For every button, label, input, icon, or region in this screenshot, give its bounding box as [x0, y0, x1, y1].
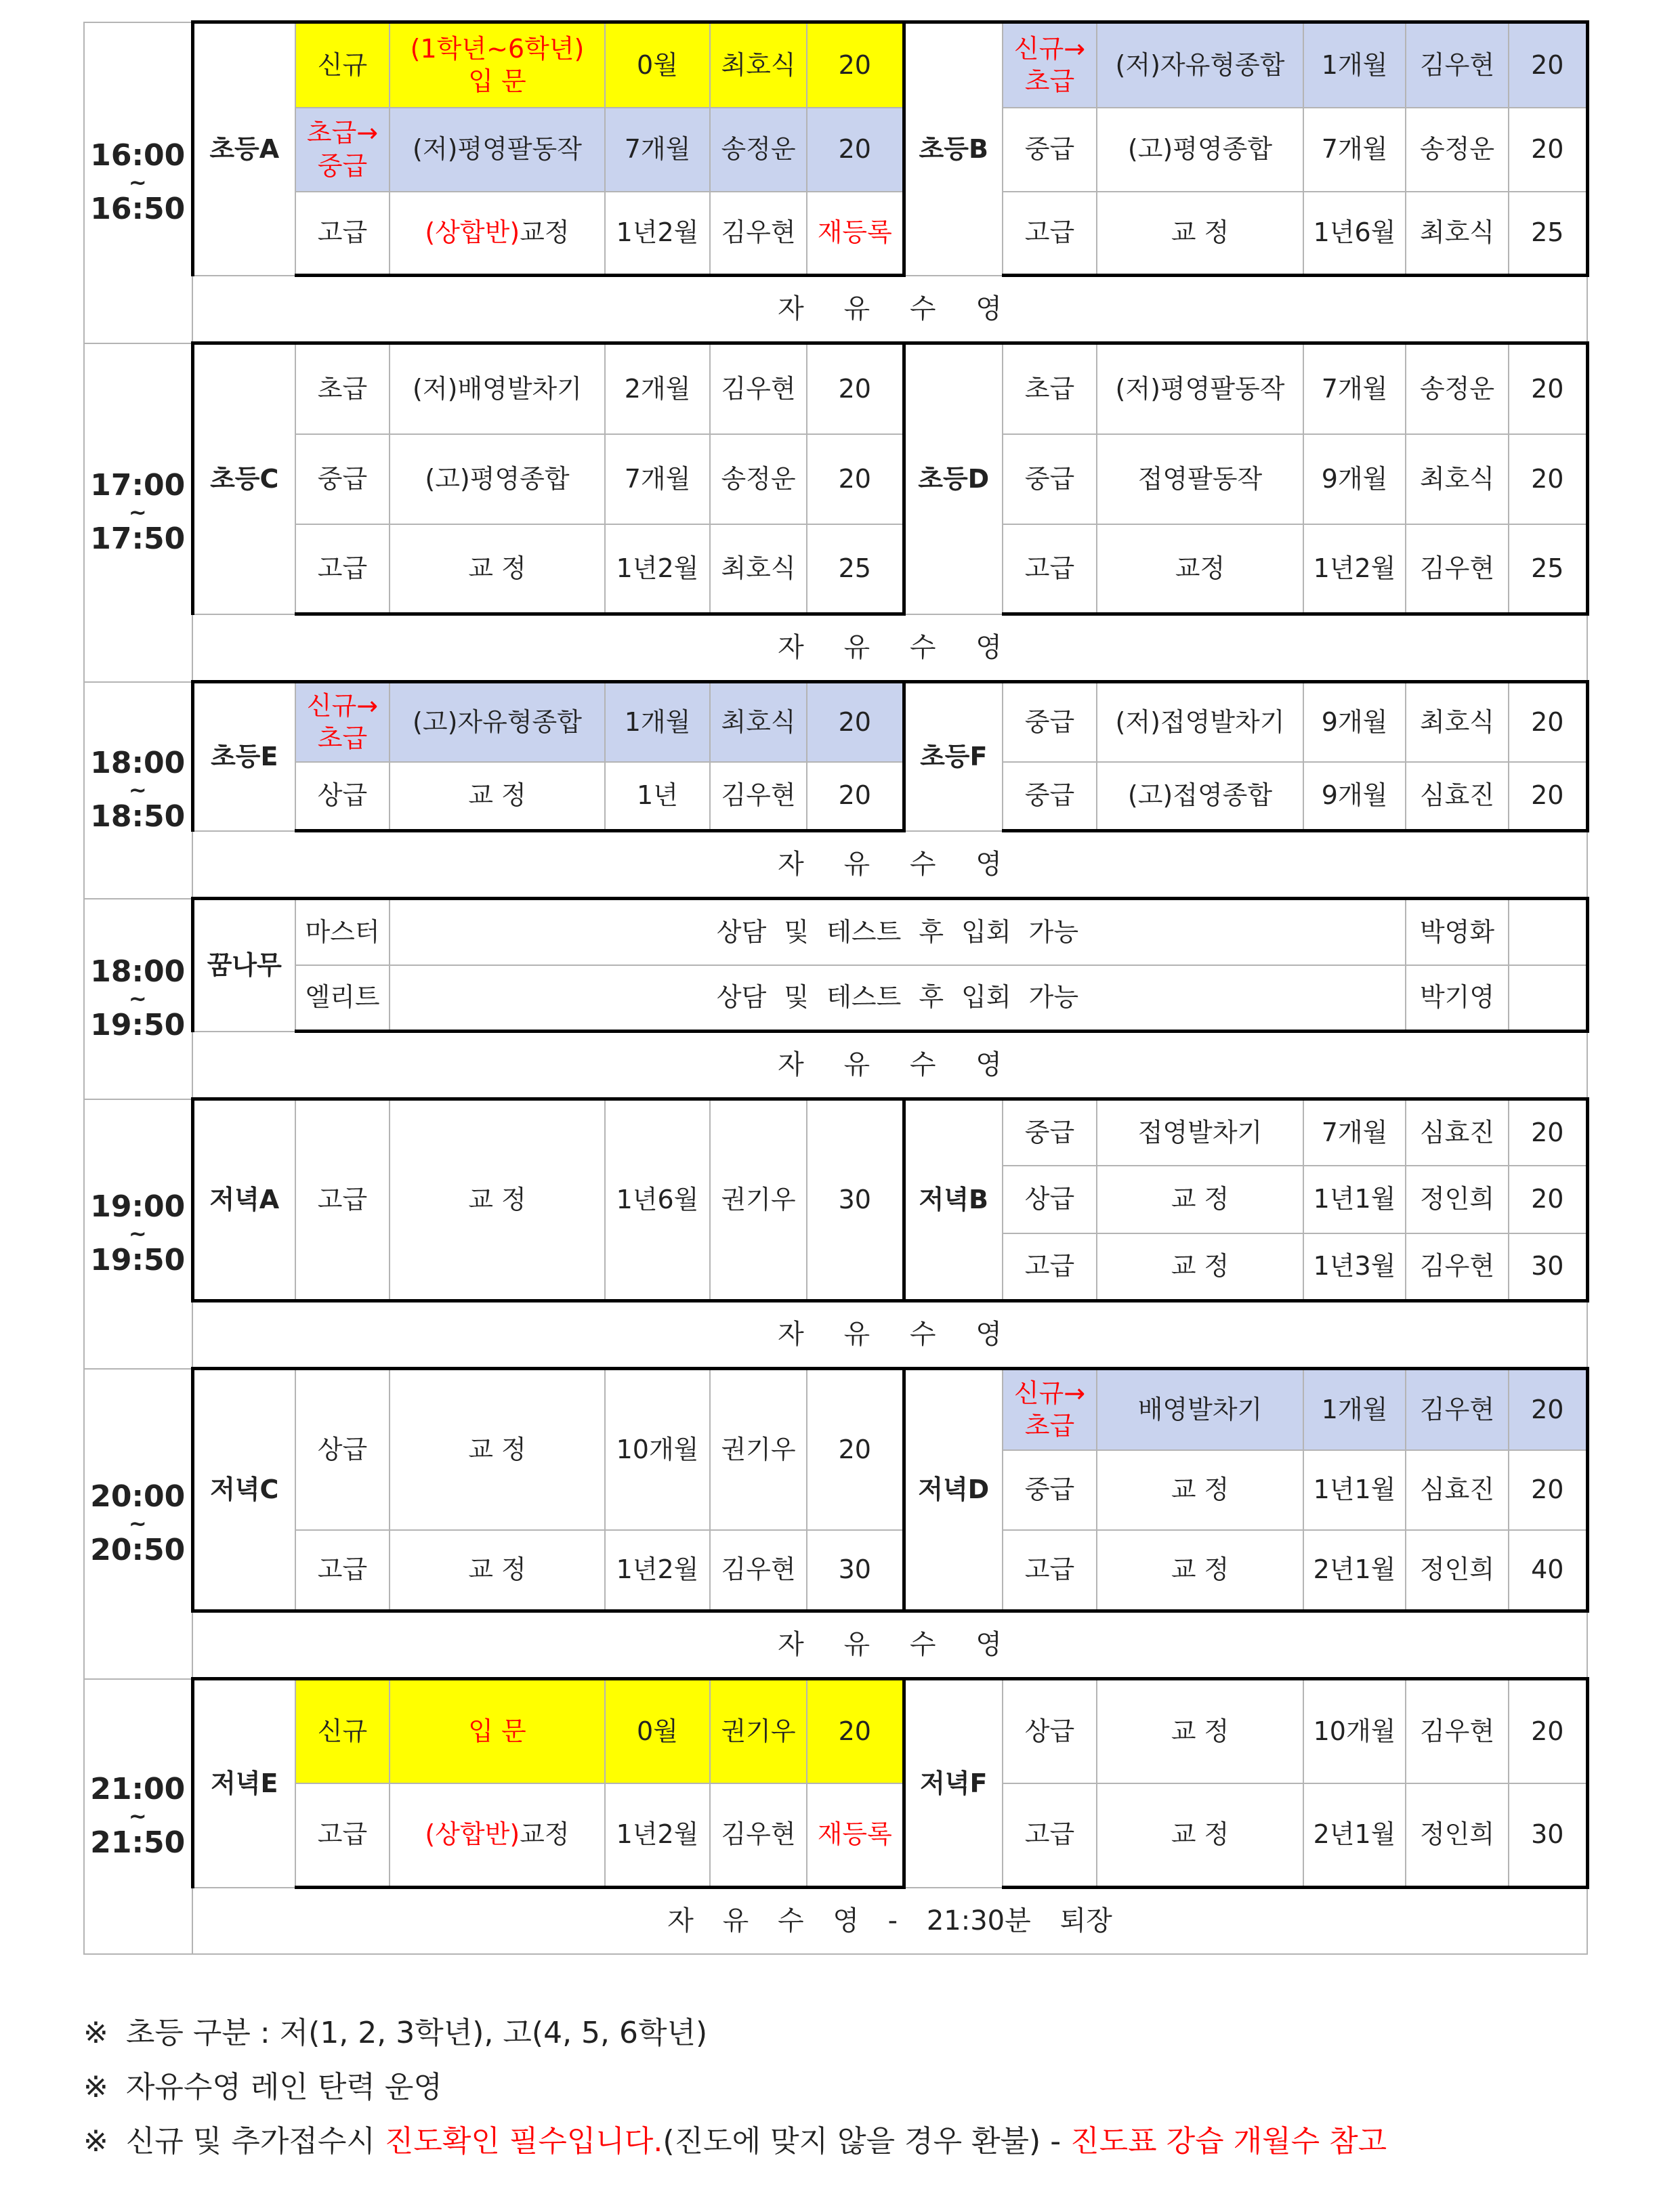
class-group: 초등F	[904, 682, 1003, 831]
content-cell: (상합반)교정	[390, 1783, 605, 1888]
class-group: 저녁B	[904, 1099, 1003, 1301]
period-cell: 1개월	[1303, 1369, 1406, 1450]
class-group: 꿈나무	[192, 899, 295, 1032]
level-cell: 초급→ 중급	[295, 108, 390, 192]
teacher-cell: 심효진	[1406, 1450, 1509, 1530]
count-cell: 20	[1509, 1450, 1587, 1530]
content-cell: 교 정	[1097, 1783, 1303, 1888]
level-cell: 고급	[1003, 1233, 1097, 1301]
note-line	[83, 2006, 1587, 2060]
teacher-cell: 김우현	[710, 192, 807, 276]
level-cell: 신규	[295, 22, 390, 108]
count-cell: 20	[1509, 434, 1587, 524]
free-swim-row: 자 유 수 영	[192, 1032, 1587, 1099]
level-cell: 고급	[1003, 524, 1097, 614]
time-slot: 17:00 ~ 17:50	[84, 343, 192, 682]
content-cell: 교 정	[390, 1369, 605, 1530]
content-cell: 교 정	[390, 762, 605, 831]
teacher-cell: 최호식	[710, 22, 807, 108]
class-group: 초등D	[904, 343, 1003, 614]
teacher-cell: 박영화	[1406, 899, 1509, 965]
class-group: 저녁C	[192, 1369, 295, 1611]
period-cell: 0월	[605, 1679, 710, 1783]
content-cell: (저)배영발차기	[390, 343, 605, 434]
teacher-cell: 심효진	[1406, 762, 1509, 831]
period-cell: 10개월	[1303, 1679, 1406, 1783]
count-cell: 재등록	[807, 192, 904, 276]
count-cell: 20	[807, 108, 904, 192]
teacher-cell: 최호식	[710, 682, 807, 762]
teacher-cell: 김우현	[1406, 1679, 1509, 1783]
count-cell: 재등록	[807, 1783, 904, 1888]
count-cell: 20	[1509, 1099, 1587, 1166]
period-cell: 1년2월	[605, 192, 710, 276]
period-cell: 9개월	[1303, 682, 1406, 762]
count-cell: 20	[1509, 1369, 1587, 1450]
content-cell: (고)자유형종합	[390, 682, 605, 762]
reference-mark-icon: ※	[83, 2070, 108, 2104]
free-swim-row-closing: 자 유 수 영 - 21:30분 퇴장	[192, 1888, 1587, 1954]
content-cell: 입 문	[390, 1679, 605, 1783]
teacher-cell: 김우현	[1406, 524, 1509, 614]
content-cell: (고)평영종합	[1097, 108, 1303, 192]
period-cell: 9개월	[1303, 434, 1406, 524]
period-cell: 2년1월	[1303, 1783, 1406, 1888]
level-cell: 고급	[295, 524, 390, 614]
level-cell: 중급	[1003, 1450, 1097, 1530]
count-cell	[1509, 965, 1587, 1032]
level-cell: 고급	[295, 1783, 390, 1888]
reference-mark-icon: ※	[83, 2016, 108, 2050]
note-text: 자유수영 레인 탄력 운영	[125, 2070, 442, 2104]
note-text: (진도에 맞지 않을 경우 환불) -	[663, 2124, 1062, 2159]
time-slot: 21:00 ~ 21:50	[84, 1679, 192, 1954]
class-group: 초등E	[192, 682, 295, 831]
level-cell: 고급	[1003, 192, 1097, 276]
level-cell: 초급	[1003, 343, 1097, 434]
content-cell: (고)접영종합	[1097, 762, 1303, 831]
time-slot: 19:00 ~ 19:50	[84, 1099, 192, 1369]
level-cell: 고급	[1003, 1530, 1097, 1611]
level-cell: 신규→ 초급	[295, 682, 390, 762]
content-cell: 교 정	[1097, 1679, 1303, 1783]
time-slot: 18:00 ~ 19:50	[84, 899, 192, 1099]
teacher-cell: 김우현	[710, 343, 807, 434]
count-cell: 20	[1509, 1166, 1587, 1233]
content-cell: (저)자유형종합	[1097, 22, 1303, 108]
count-cell: 20	[1509, 108, 1587, 192]
period-cell: 7개월	[605, 108, 710, 192]
time-slot: 16:00 ~ 16:50	[84, 22, 192, 343]
content-cell: 접영팔동작	[1097, 434, 1303, 524]
level-cell: 중급	[1003, 434, 1097, 524]
content-cell: 교 정	[1097, 1530, 1303, 1611]
count-cell: 20	[1509, 682, 1587, 762]
count-cell: 25	[1509, 192, 1587, 276]
count-cell: 30	[1509, 1783, 1587, 1888]
count-cell: 20	[1509, 22, 1587, 108]
content-cell: (저)평영팔동작	[390, 108, 605, 192]
count-cell: 20	[1509, 343, 1587, 434]
content-cell: 상담 및 테스트 후 입회 가능	[390, 899, 1406, 965]
teacher-cell: 심효진	[1406, 1099, 1509, 1166]
content-cell: 교 정	[1097, 1450, 1303, 1530]
content-cell: 교정	[1097, 524, 1303, 614]
period-cell: 1년2월	[605, 524, 710, 614]
content-cell: 교 정	[390, 1530, 605, 1611]
note-text: 초등 구분 : 저(1, 2, 3학년), 고(4, 5, 6학년)	[125, 2016, 708, 2050]
period-cell: 2개월	[605, 343, 710, 434]
free-swim-row: 자 유 수 영	[192, 276, 1587, 343]
content-cell: (저)평영팔동작	[1097, 343, 1303, 434]
content-cell: 접영발차기	[1097, 1099, 1303, 1166]
period-cell: 1년2월	[605, 1530, 710, 1611]
period-cell: 1년2월	[605, 1783, 710, 1888]
class-group: 초등A	[192, 22, 295, 276]
level-cell: 상급	[295, 1369, 390, 1530]
note-highlight: 진도확인 필수입니다.	[384, 2124, 663, 2159]
class-schedule-table	[83, 20, 1589, 1955]
period-cell: 1년6월	[1303, 192, 1406, 276]
count-cell	[1509, 899, 1587, 965]
content-cell: 교 정	[1097, 192, 1303, 276]
count-cell: 20	[807, 343, 904, 434]
class-group: 저녁A	[192, 1099, 295, 1301]
teacher-cell: 송정운	[710, 434, 807, 524]
period-cell: 1년3월	[1303, 1233, 1406, 1301]
level-cell: 신규→ 초급	[1003, 1369, 1097, 1450]
level-cell: 중급	[1003, 762, 1097, 831]
period-cell: 7개월	[605, 434, 710, 524]
content-cell: (상합반)교정	[390, 192, 605, 276]
period-cell: 1년6월	[605, 1099, 710, 1301]
teacher-cell: 정인희	[1406, 1783, 1509, 1888]
count-cell: 20	[807, 1679, 904, 1783]
count-cell: 20	[1509, 762, 1587, 831]
class-group: 초등C	[192, 343, 295, 614]
free-swim-row: 자 유 수 영	[192, 1301, 1587, 1369]
content-cell: 교 정	[390, 524, 605, 614]
content-cell: 교 정	[1097, 1233, 1303, 1301]
count-cell: 40	[1509, 1530, 1587, 1611]
teacher-cell: 정인희	[1406, 1530, 1509, 1611]
period-cell: 7개월	[1303, 343, 1406, 434]
count-cell: 20	[807, 682, 904, 762]
content-cell: 교 정	[390, 1099, 605, 1301]
period-cell: 10개월	[605, 1369, 710, 1530]
teacher-cell: 김우현	[710, 1783, 807, 1888]
level-cell: 고급	[295, 192, 390, 276]
teacher-cell: 최호식	[1406, 682, 1509, 762]
count-cell: 20	[807, 434, 904, 524]
count-cell: 25	[807, 524, 904, 614]
time-slot: 18:00 ~ 18:50	[84, 682, 192, 899]
content-cell: 교 정	[1097, 1166, 1303, 1233]
level-cell: 상급	[1003, 1166, 1097, 1233]
period-cell: 1개월	[1303, 22, 1406, 108]
count-cell: 20	[807, 762, 904, 831]
period-cell: 1년1월	[1303, 1450, 1406, 1530]
teacher-cell: 권기우	[710, 1099, 807, 1301]
class-group: 저녁E	[192, 1679, 295, 1888]
level-cell: 초급	[295, 343, 390, 434]
class-group: 저녁F	[904, 1679, 1003, 1888]
level-cell: 고급	[295, 1099, 390, 1301]
level-cell: 엘리트	[295, 965, 390, 1032]
period-cell: 9개월	[1303, 762, 1406, 831]
count-cell: 30	[807, 1099, 904, 1301]
period-cell: 1년2월	[1303, 524, 1406, 614]
count-cell: 20	[807, 1369, 904, 1530]
count-cell: 30	[1509, 1233, 1587, 1301]
note-text: 신규 및 추가접수시	[125, 2124, 375, 2159]
teacher-cell: 김우현	[1406, 22, 1509, 108]
teacher-cell: 김우현	[710, 1530, 807, 1611]
content-cell: 배영발차기	[1097, 1369, 1303, 1450]
count-cell: 25	[1509, 524, 1587, 614]
level-cell: 상급	[295, 762, 390, 831]
period-cell: 7개월	[1303, 1099, 1406, 1166]
teacher-cell: 김우현	[710, 762, 807, 831]
period-cell: 0월	[605, 22, 710, 108]
class-group: 저녁D	[904, 1369, 1003, 1611]
time-slot: 20:00 ~ 20:50	[84, 1369, 192, 1679]
teacher-cell: 최호식	[1406, 434, 1509, 524]
content-cell: 상담 및 테스트 후 입회 가능	[390, 965, 1406, 1032]
level-cell: 중급	[1003, 682, 1097, 762]
level-cell: 마스터	[295, 899, 390, 965]
note-line	[83, 2115, 1587, 2169]
teacher-cell: 김우현	[1406, 1369, 1509, 1450]
level-cell: 상급	[1003, 1679, 1097, 1783]
teacher-cell: 권기우	[710, 1369, 807, 1530]
count-cell: 20	[1509, 1679, 1587, 1783]
level-cell: 중급	[295, 434, 390, 524]
count-cell: 30	[807, 1530, 904, 1611]
level-cell: 중급	[1003, 108, 1097, 192]
period-cell: 7개월	[1303, 108, 1406, 192]
teacher-cell: 최호식	[710, 524, 807, 614]
note-line	[83, 2060, 1587, 2115]
count-cell: 20	[807, 22, 904, 108]
period-cell: 1년1월	[1303, 1166, 1406, 1233]
level-cell: 고급	[295, 1530, 390, 1611]
level-cell: 중급	[1003, 1099, 1097, 1166]
period-cell: 1년	[605, 762, 710, 831]
level-cell: 고급	[1003, 1783, 1097, 1888]
teacher-cell: 최호식	[1406, 192, 1509, 276]
teacher-cell: 정인희	[1406, 1166, 1509, 1233]
teacher-cell: 박기영	[1406, 965, 1509, 1032]
reference-mark-icon: ※	[83, 2124, 108, 2159]
period-cell: 1개월	[605, 682, 710, 762]
notes-section	[83, 2006, 1587, 2169]
content-cell: (저)접영발차기	[1097, 682, 1303, 762]
period-cell: 2년1월	[1303, 1530, 1406, 1611]
level-cell: 신규→ 초급	[1003, 22, 1097, 108]
free-swim-row: 자 유 수 영	[192, 1611, 1587, 1679]
class-group: 초등B	[904, 22, 1003, 276]
level-cell: 신규	[295, 1679, 390, 1783]
teacher-cell: 송정운	[1406, 108, 1509, 192]
free-swim-row: 자 유 수 영	[192, 614, 1587, 682]
teacher-cell: 송정운	[1406, 343, 1509, 434]
teacher-cell: 권기우	[710, 1679, 807, 1783]
teacher-cell: 김우현	[1406, 1233, 1509, 1301]
note-highlight: 진도표 강습 개월수 참고	[1070, 2124, 1387, 2159]
content-cell: (고)평영종합	[390, 434, 605, 524]
teacher-cell: 송정운	[710, 108, 807, 192]
free-swim-row: 자 유 수 영	[192, 831, 1587, 899]
content-cell: (1학년~6학년) 입 문	[390, 22, 605, 108]
